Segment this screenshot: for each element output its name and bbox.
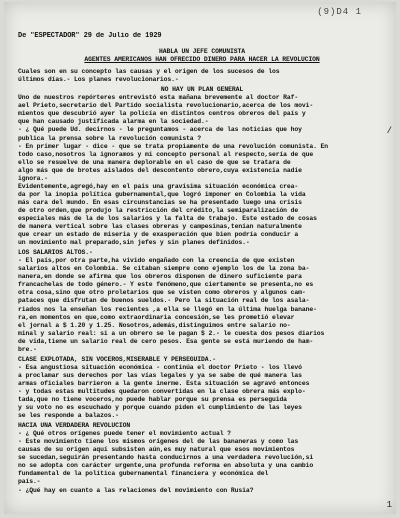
paragraph-exploited-class	[18, 364, 386, 420]
section-heading: LOS SALARIOS ALTOS.-	[18, 249, 93, 257]
text-line: Evidentemente,agregó,hay en el país una gravísima situación económica crea-	[18, 182, 299, 190]
margin-mark: 1	[386, 500, 392, 510]
text-line: - El país,por otra parte,ha vivido engañado con la creencia de que existen	[18, 257, 295, 265]
text-line: más cara del mundo. En esas circunstancias se ha presentado luego una crisis	[18, 198, 302, 206]
text-line: algo más que de brotes aislados del descontento obrero,cuya existencia nadie	[18, 166, 302, 174]
text-line: riados nos la enseñan los recientes ,a ella se llegó en la última huelga banane-	[18, 305, 317, 313]
paragraph-salaries	[18, 257, 386, 354]
text-line: causas de su origen aquí subsisten aún,es muy natural que esos movimientos	[18, 446, 295, 454]
text-line: el jornal a $ 1.20 y 1.25. Nosotros,además,distinguimos entre salario no-	[18, 321, 291, 329]
text-line: de otro orden,que produjo la restricción del crédito,la semiparalización de	[18, 206, 299, 214]
text-line: que crear un estado de miseria y de exasperación que bien podría conducir a	[18, 231, 299, 239]
lead-line: últimos días.- Los planes revolucionarios.-	[18, 76, 179, 84]
headline-primary: HABLA UN JEFE COMUNISTA	[159, 48, 245, 56]
text-line: bre.-	[18, 345, 37, 353]
text-line: minal y salario real: si a un obrero se le pagan $ 2.- le cuesta dos pesos diarios	[18, 329, 325, 337]
text-line: Uno de nuestros repórteres entrevistó esta mañana brevemente al doctor Raf-	[18, 94, 299, 102]
lead-line: Cuales son en su concepto las causas y el origen de los sucesos de los	[18, 68, 280, 76]
text-line: país.-	[18, 478, 41, 486]
text-line: se sucedan,seguirán presentando hasta conducirnos a una verdadera revolución,si	[18, 454, 314, 462]
paragraph-interview	[18, 94, 386, 247]
text-line: especiales más de la de los salarios y la falta de trabajo. Este estado de cosas	[18, 214, 317, 222]
text-line: - y todas estas multitudes quedaron convertidas en la clase obrera más explo-	[18, 387, 306, 395]
section-heading: NO HAY UN PLAN GENERAL	[160, 86, 244, 94]
text-line: ello se resuelve de una manera deplorable en el caso de que se tratara de	[18, 158, 291, 166]
text-line: pataces que disfrutan de buenos sueldos.- Pero la situación real de los asala-	[18, 297, 310, 305]
margin-mark: /	[386, 126, 392, 136]
text-line-cutoff: - ¿Qué hay en cuanto a las relaciones del movimiento con Rusia?	[18, 486, 254, 494]
text-line: y su voto no es escuchado y porque cuando piden el cumplimiento de las leyes	[18, 404, 302, 412]
text-line: tada,que no tiene voceros,no puede hablar porque su prensa es perseguida	[18, 396, 287, 404]
text-line: otra cosa,sino que otro proletarios que se visten como obreros y algunos cam-	[18, 289, 306, 297]
text-line: ignora.-	[18, 174, 48, 182]
text-line: todo caso,nosotros la ignoramos y mi concepto personal al respecto,sería de que	[18, 150, 314, 158]
text-line: - Esa angustiosa situación económica - continúa el doctor Prieto - los llevó	[18, 363, 302, 371]
headline-secondary: AGENTES AMERICANOS HAN OFRECIDO DINERO PARA HACER LA REVOLUCION	[84, 56, 320, 64]
text-line: un movimiento mal preparado,sin jefes y sin planes definidos.-	[18, 239, 250, 247]
text-line: - En primer lugar - dice - que se trata propiamente de una revolución comunista. En	[18, 142, 329, 150]
text-line: que han causado justificada alarma en la sociedad.-	[18, 118, 209, 126]
text-line: - Este movimiento tiene los mismos orígenes del de las bananeras y como las	[18, 438, 299, 446]
text-line: nanera,en donde se afirma que los obreros disponen de dinero suficiente para	[18, 273, 302, 281]
text-line: salarios altos en Colombia. Se citaban siempre como ejemplo los de la zona ba-	[18, 265, 310, 273]
text-line: de vida,tiene un salario real de cero pesos. Esa gente se está muriendo de ham-	[18, 337, 314, 345]
text-line: no se adopta con carácter urgente,una profunda reforma en absoluta y una cambio	[18, 462, 314, 470]
text-line: publica la prensa sobre la revolución comunista ?	[18, 134, 202, 142]
text-line: se les responde a balazos.-	[18, 412, 119, 420]
text-line: armas oficiales barrieron a la gente inerme. Esta situación se agravó entonces	[18, 379, 310, 387]
document-page	[4, 2, 396, 514]
text-line: francachelas de todo género.- Y este fenómeno,que ciertamente se presenta,no es	[18, 281, 314, 289]
text-line: - ¿ Qué otros orígenes puede tener el movimiento actual ?	[18, 430, 231, 438]
text-line: da por la inopia política gubernamental,que logró imponer en Colombia la vida	[18, 190, 306, 198]
document-body	[18, 32, 386, 508]
text-line: de manera vertical sobre las clases obreras y campesinas,tenían naturalmente	[18, 223, 302, 231]
archive-stamp: (9)D4 1	[317, 7, 362, 17]
paragraph-revolution	[18, 430, 386, 486]
text-line: fundamental de la política gubernamental financiera y económica del	[18, 470, 269, 478]
dateline: De "ESPECTADOR" 29 de Julio de 1929	[18, 32, 162, 40]
text-line: ra,en momentos en que,como extraordinaria concesión,se les prometió elevar	[18, 313, 295, 321]
text-line: mientos que descubrió ayer la policía en distintos centros obreros del país y	[18, 110, 306, 118]
text-line: - ¿ Qué puede Ud. decirnos - le preguntamos - acerca de las noticias que hoy	[18, 126, 302, 134]
section-heading: HACIA UNA VERDADERA REVOLUCION	[18, 422, 131, 430]
text-line: a proclamar sus derechos por las vías legales y ya se sabe de qué manera las	[18, 371, 302, 379]
section-heading: CLASE EXPLOTADA, SIN VOCEROS,MISERABLE Y PERSEGUIDA.-	[18, 355, 216, 363]
text-line: ael Prieto,secretario del Partido socialista revolucionario,acerca de los movi-	[18, 102, 314, 110]
